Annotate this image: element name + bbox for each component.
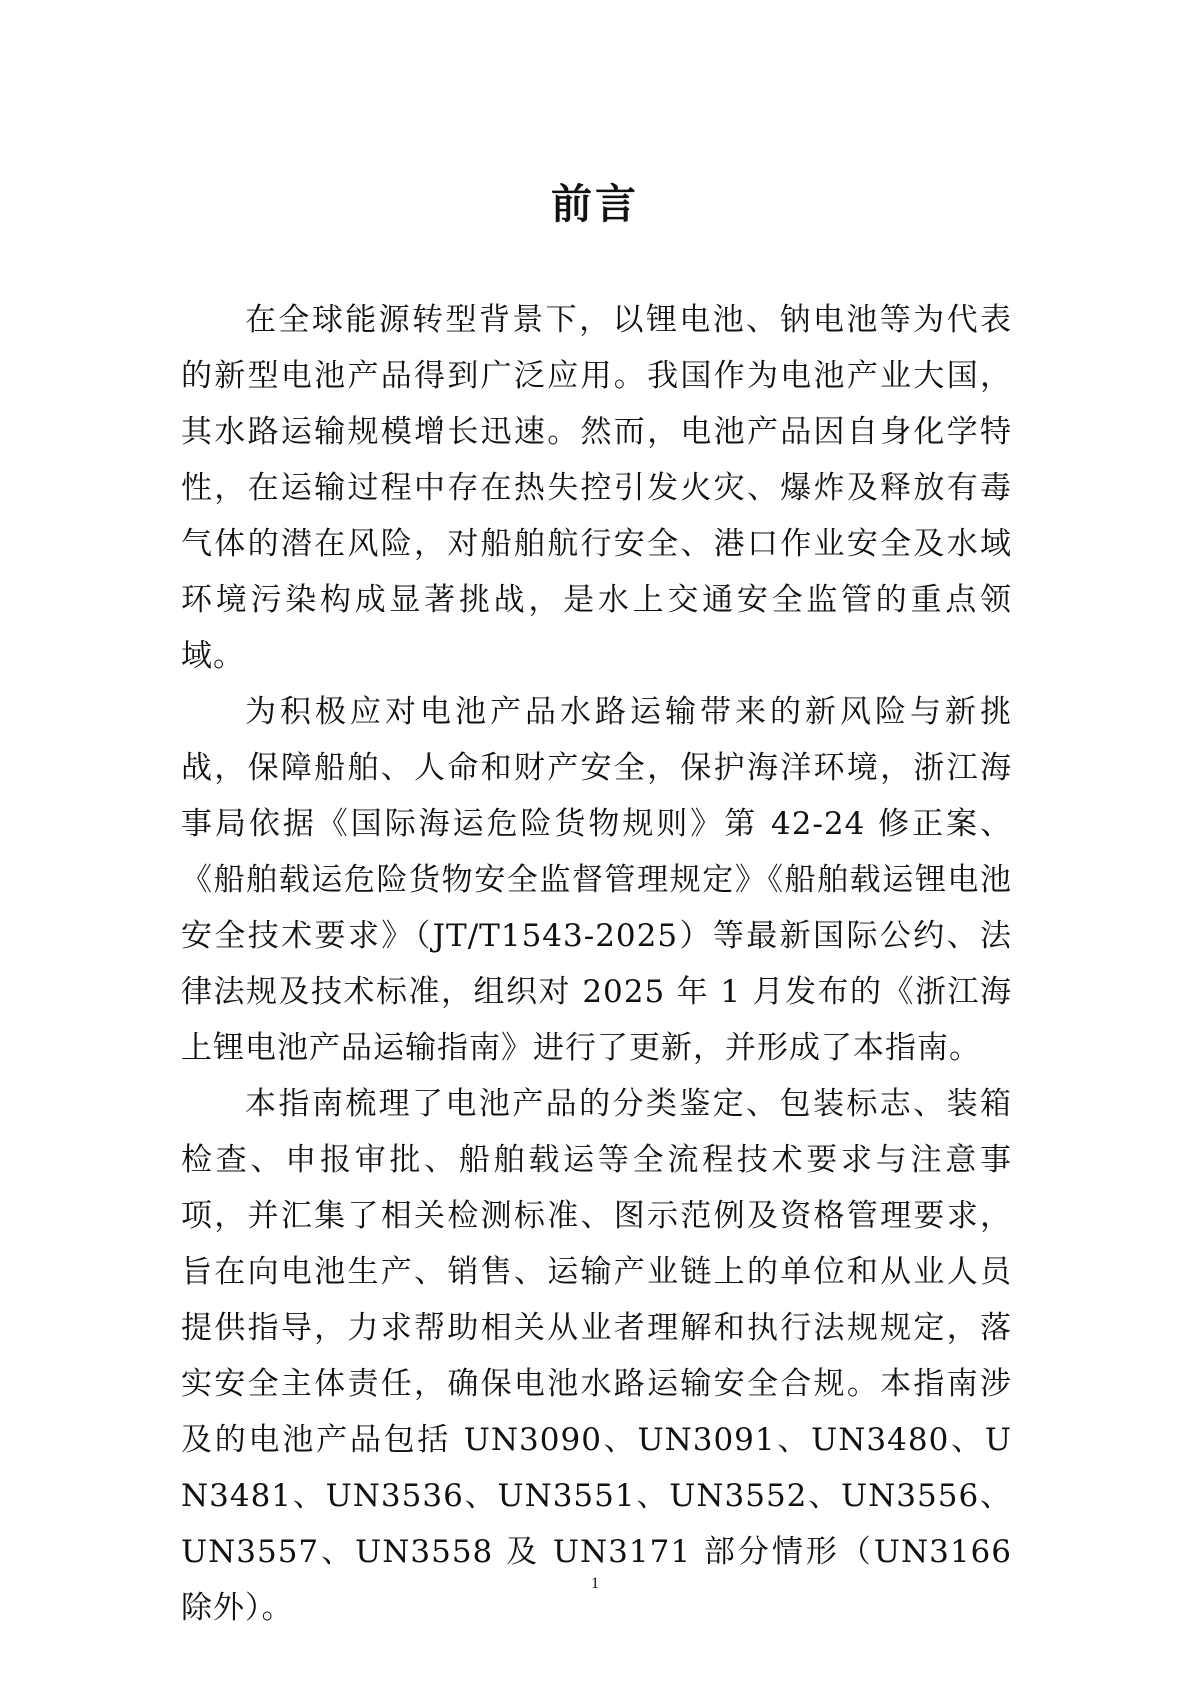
paragraph-2: 为积极应对电池产品水路运输带来的新风险与新挑战，保障船舶、人命和财产安全，保护海洋环境，浙江海事局依据《国际海运危险货物规则》第 42-24 修正案、《船舶载运危险货物安全监督管理规定》《船舶载运锂电池安全技术要求》（JT/T1543-2025）等最新国际公约、法律法规及技术标准，组织对 2025 年 1 月发布的《浙江海上锂电池产品运输指南》进行了更新，并形成了本指南。	[181, 694, 1012, 1066]
preface-body	[181, 292, 1012, 1636]
paragraph-1: 在全球能源转型背景下，以锂电池、钠电池等为代表的新型电池产品得到广泛应用。我国作为电池产业大国，其水路运输规模增长迅速。然而，电池产品因自身化学特性，在运输过程中存在热失控引发火灾、爆炸及释放有毒气体的潜在风险，对船舶航行安全、港口作业安全及水域环境污染构成显著挑战，是水上交通安全监管的重点领域。	[181, 302, 1012, 674]
page-title: 前言	[551, 180, 639, 228]
paragraph-3: 本指南梳理了电池产品的分类鉴定、包装标志、装箱检查、申报审批、船舶载运等全流程技术要求与注意事项，并汇集了相关检测标准、图示范例及资格管理要求，旨在向电池生产、销售、运输产业链上的单位和从业人员提供指导，力求帮助相关从业者理解和执行法规规定，落实安全主体责任，确保电池水路运输安全合规。本指南涉及的电池产品包括 UN3090、UN3091、UN3480、UN3481、UN3536、UN3551、UN3552、UN3556、UN3557、UN3558 及 UN3171 部分情形（UN3166 除外）。	[181, 1086, 1012, 1626]
page-number: 1	[591, 1575, 599, 1592]
